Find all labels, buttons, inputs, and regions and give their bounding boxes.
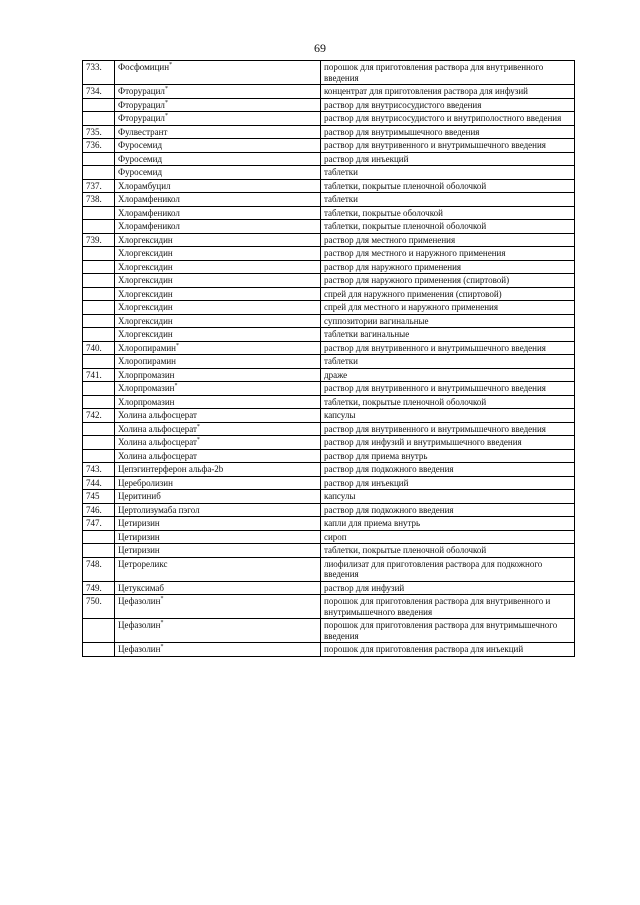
drug-name-cell	[115, 595, 321, 619]
drug-name: Цепэгинтерферон альфа-2b	[118, 464, 224, 474]
drug-name: Фулвестрант	[118, 126, 168, 137]
dosage-form: раствор для приема внутрь	[321, 449, 575, 463]
row-number	[83, 619, 115, 643]
drug-name: Хлорпромазин	[118, 396, 175, 407]
drug-name-cell	[115, 152, 321, 166]
table-row	[83, 382, 575, 396]
dosage-form: таблетки	[321, 355, 575, 369]
dosage-form: лиофилизат для приготовления раствора для подкожного введения	[321, 557, 575, 581]
row-number	[83, 206, 115, 220]
dosage-form: сироп	[321, 530, 575, 544]
table-row	[83, 206, 575, 220]
drug-name: Хлорамфеникол	[118, 194, 180, 204]
row-number: 748.	[83, 557, 115, 581]
dosage-form: концентрат для приготовления раствора для инфузий	[321, 85, 575, 99]
row-number: 740.	[83, 341, 115, 355]
row-number	[83, 112, 115, 126]
row-number	[83, 382, 115, 396]
drug-name-cell	[115, 85, 321, 99]
table-row	[83, 422, 575, 436]
drug-name-cell	[115, 557, 321, 581]
drug-name: Холина альфосцерат	[118, 450, 197, 461]
drug-table-body	[83, 61, 575, 657]
dosage-form: раствор для наружного применения	[321, 260, 575, 274]
table-row	[83, 125, 575, 139]
dosage-form: капсулы	[321, 409, 575, 423]
table-row	[83, 409, 575, 423]
table-row	[83, 490, 575, 504]
drug-name-cell	[115, 395, 321, 409]
table-row	[83, 179, 575, 193]
drug-name-cell	[115, 422, 321, 436]
dosage-form: таблетки	[321, 166, 575, 180]
drug-name: Холина альфосцерат	[118, 437, 197, 447]
drug-name: Холина альфосцерат	[118, 410, 197, 420]
drug-name-cell	[115, 166, 321, 180]
row-number	[83, 260, 115, 274]
table-row	[83, 328, 575, 342]
drug-name-cell	[115, 517, 321, 531]
dosage-form: раствор для инъекций	[321, 152, 575, 166]
row-number	[83, 166, 115, 180]
dosage-form: раствор для местного и наружного применения	[321, 247, 575, 261]
asterisk-mark: *	[164, 99, 168, 106]
row-number	[83, 247, 115, 261]
drug-name-cell	[115, 436, 321, 450]
row-number	[83, 395, 115, 409]
row-number	[83, 98, 115, 112]
dosage-form: раствор для внутривенного и внутримышечного введения	[321, 341, 575, 355]
dosage-form: таблетки, покрытые пленочной оболочкой	[321, 220, 575, 234]
dosage-form: раствор для внутрисосудистого и внутриполостного введения	[321, 112, 575, 126]
drug-name-cell	[115, 463, 321, 477]
drug-name-cell	[115, 139, 321, 153]
table-row	[83, 595, 575, 619]
row-number	[83, 314, 115, 328]
row-number: 742.	[83, 409, 115, 423]
row-number	[83, 355, 115, 369]
drug-name-cell	[115, 98, 321, 112]
drug-name-cell	[115, 112, 321, 126]
row-number: 745	[83, 490, 115, 504]
asterisk-mark: *	[164, 86, 168, 92]
row-number	[83, 301, 115, 315]
dosage-form: таблетки	[321, 193, 575, 207]
table-row	[83, 233, 575, 247]
asterisk-mark: *	[160, 596, 164, 602]
drug-name: Хлорамбуцил	[118, 180, 171, 191]
dosage-form: таблетки, покрытые пленочной оболочкой	[321, 395, 575, 409]
drug-name: Хлорамфеникол	[118, 207, 180, 218]
drug-name: Хлоргексидин	[118, 329, 173, 339]
table-row	[83, 166, 575, 180]
drug-name-cell	[115, 61, 321, 85]
table-row	[83, 476, 575, 490]
drug-name-cell	[115, 382, 321, 396]
dosage-form: капсулы	[321, 490, 575, 504]
table-row	[83, 85, 575, 99]
drug-name-cell	[115, 643, 321, 657]
table-row	[83, 274, 575, 288]
asterisk-mark: *	[196, 423, 200, 430]
dosage-form: раствор для инъекций	[321, 476, 575, 490]
drug-name-cell	[115, 179, 321, 193]
row-number: 749.	[83, 581, 115, 595]
drug-name: Фуросемид	[118, 153, 163, 164]
drug-name: Цетиризин	[118, 545, 160, 555]
drug-name-cell	[115, 301, 321, 315]
drug-name: Хлоргексидин	[118, 315, 173, 326]
row-number	[83, 436, 115, 450]
drug-name: Хлоргексидин	[118, 234, 173, 245]
dosage-form: порошок для приготовления раствора для внутривенного введения	[321, 61, 575, 85]
table-row	[83, 247, 575, 261]
drug-name: Хлоргексидин	[118, 288, 173, 299]
row-number: 750.	[83, 595, 115, 619]
row-number	[83, 287, 115, 301]
drug-name-cell	[115, 206, 321, 220]
dosage-form: раствор для внутривенного и внутримышечного введения	[321, 382, 575, 396]
asterisk-mark: *	[160, 644, 164, 650]
dosage-form: таблетки вагинальные	[321, 328, 575, 342]
dosage-form: раствор для внутримышечного введения	[321, 125, 575, 139]
dosage-form: порошок для приготовления раствора для внутривенного и внутримышечного введения	[321, 595, 575, 619]
drug-name: Хлоргексидин	[118, 275, 173, 285]
row-number: 743.	[83, 463, 115, 477]
drug-name: Цефазолин	[118, 644, 161, 654]
table-row	[83, 530, 575, 544]
table-row	[83, 61, 575, 85]
drug-name: Хлоропирамин	[118, 356, 176, 366]
table-row	[83, 314, 575, 328]
drug-name-cell	[115, 274, 321, 288]
row-number: 733.	[83, 61, 115, 85]
row-number	[83, 544, 115, 558]
drug-name: Хлоргексидин	[118, 302, 173, 312]
table-row	[83, 287, 575, 301]
row-number	[83, 422, 115, 436]
drug-table	[82, 60, 575, 657]
table-row	[83, 301, 575, 315]
drug-name: Фуросемид	[118, 167, 163, 177]
table-row	[83, 220, 575, 234]
row-number: 739.	[83, 233, 115, 247]
table-row	[83, 341, 575, 355]
table-row	[83, 503, 575, 517]
drug-name: Хлоропирамин	[118, 342, 176, 353]
row-number	[83, 328, 115, 342]
asterisk-mark: *	[164, 113, 168, 119]
dosage-form: раствор для инфузий и внутримышечного введения	[321, 436, 575, 450]
row-number: 747.	[83, 517, 115, 531]
drug-name: Хлорамфеникол	[118, 221, 180, 231]
dosage-form: раствор для подкожного введения	[321, 463, 575, 477]
table-row	[83, 395, 575, 409]
drug-name: Фосфомицин	[118, 62, 170, 72]
drug-name-cell	[115, 368, 321, 382]
asterisk-mark: *	[160, 620, 164, 626]
table-row	[83, 98, 575, 112]
row-number: 735.	[83, 125, 115, 139]
row-number: 736.	[83, 139, 115, 153]
table-row	[83, 557, 575, 581]
row-number	[83, 449, 115, 463]
dosage-form: порошок для приготовления раствора для внутримышечного введения	[321, 619, 575, 643]
drug-name-cell	[115, 314, 321, 328]
row-number	[83, 530, 115, 544]
table-row	[83, 581, 575, 595]
dosage-form: раствор для внутривенного и внутримышечного введения	[321, 139, 575, 153]
table-row	[83, 139, 575, 153]
asterisk-mark: *	[169, 62, 173, 68]
drug-name-cell	[115, 619, 321, 643]
asterisk-mark: *	[196, 437, 200, 443]
drug-name: Цетиризин	[118, 531, 160, 542]
asterisk-mark: *	[175, 342, 179, 349]
drug-name: Фторурацил	[118, 86, 165, 96]
dosage-form: таблетки, покрытые пленочной оболочкой	[321, 544, 575, 558]
drug-name-cell	[115, 476, 321, 490]
drug-name: Хлорпромазин	[118, 369, 175, 380]
drug-name: Хлоргексидин	[118, 248, 173, 258]
drug-name-cell	[115, 260, 321, 274]
drug-name-cell	[115, 233, 321, 247]
drug-name-cell	[115, 341, 321, 355]
drug-name-cell	[115, 125, 321, 139]
dosage-form: порошок для приготовления раствора для инъекций	[321, 643, 575, 657]
table-row	[83, 112, 575, 126]
asterisk-mark: *	[174, 383, 178, 389]
drug-name-cell	[115, 193, 321, 207]
dosage-form: драже	[321, 368, 575, 382]
drug-name: Фторурацил	[118, 113, 165, 123]
drug-name: Цертолизумаба пэгол	[118, 504, 200, 515]
dosage-form: капли для приема внутрь	[321, 517, 575, 531]
row-number: 734.	[83, 85, 115, 99]
dosage-form: раствор для наружного применения (спиртовой)	[321, 274, 575, 288]
dosage-form: спрей для наружного применения (спиртовой)	[321, 287, 575, 301]
drug-name-cell	[115, 449, 321, 463]
row-number	[83, 152, 115, 166]
table-row	[83, 355, 575, 369]
dosage-form: раствор для инфузий	[321, 581, 575, 595]
row-number: 746.	[83, 503, 115, 517]
drug-name-cell	[115, 544, 321, 558]
drug-name: Холина альфосцерат	[118, 423, 197, 434]
drug-name-cell	[115, 581, 321, 595]
drug-name: Цетрореликс	[118, 558, 168, 569]
page-number: 69	[314, 41, 326, 55]
drug-name-cell	[115, 503, 321, 517]
table-row	[83, 544, 575, 558]
dosage-form: таблетки, покрытые оболочкой	[321, 206, 575, 220]
row-number: 744.	[83, 476, 115, 490]
dosage-form: раствор для подкожного введения	[321, 503, 575, 517]
drug-name: Церитиниб	[118, 491, 161, 501]
table-row	[83, 193, 575, 207]
row-number	[83, 220, 115, 234]
dosage-form: раствор для местного применения	[321, 233, 575, 247]
table-row	[83, 368, 575, 382]
table-row	[83, 449, 575, 463]
drug-name: Цетуксимаб	[118, 582, 164, 593]
dosage-form: таблетки, покрытые пленочной оболочкой	[321, 179, 575, 193]
drug-name: Цефазолин	[118, 620, 161, 630]
row-number: 741.	[83, 368, 115, 382]
row-number: 737.	[83, 179, 115, 193]
table-row	[83, 517, 575, 531]
drug-name-cell	[115, 355, 321, 369]
table-row	[83, 463, 575, 477]
table-row	[83, 619, 575, 643]
drug-name-cell	[115, 530, 321, 544]
drug-name: Цетиризин	[118, 518, 160, 528]
drug-name: Фуросемид	[118, 140, 163, 150]
table-row	[83, 152, 575, 166]
drug-name-cell	[115, 287, 321, 301]
row-number	[83, 643, 115, 657]
drug-name: Цефазолин	[118, 596, 161, 606]
table-row	[83, 643, 575, 657]
table-row	[83, 436, 575, 450]
drug-name-cell	[115, 247, 321, 261]
drug-name: Фторурацил	[118, 99, 165, 110]
table-row	[83, 260, 575, 274]
row-number	[83, 274, 115, 288]
dosage-form: раствор для внутрисосудистого введения	[321, 98, 575, 112]
drug-name-cell	[115, 490, 321, 504]
dosage-form: спрей для местного и наружного применения	[321, 301, 575, 315]
drug-name: Церебролизин	[118, 477, 173, 488]
row-number: 738.	[83, 193, 115, 207]
dosage-form: суппозитории вагинальные	[321, 314, 575, 328]
drug-name-cell	[115, 220, 321, 234]
drug-name-cell	[115, 409, 321, 423]
drug-name-cell	[115, 328, 321, 342]
drug-name: Хлоргексидин	[118, 261, 173, 272]
dosage-form: раствор для внутривенного и внутримышечного введения	[321, 422, 575, 436]
drug-name: Хлорпромазин	[118, 383, 175, 393]
